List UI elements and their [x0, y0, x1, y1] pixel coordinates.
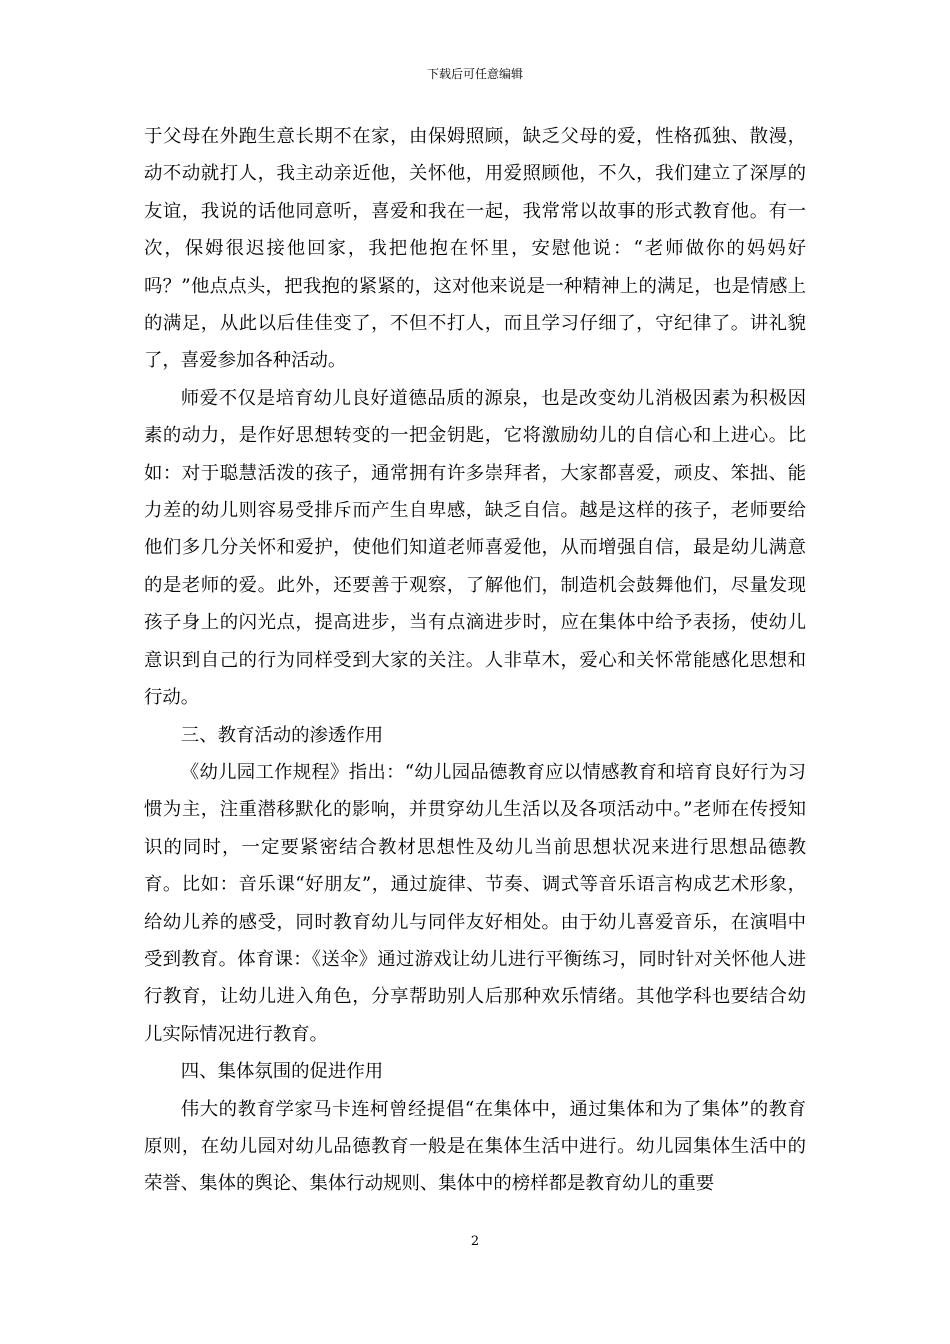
document-body: [144, 118, 806, 1203]
page-header: 下载后可任意编辑: [426, 67, 523, 81]
section-heading-3: 三、教育活动的渗透作用: [180, 724, 384, 746]
section-heading-4: 四、集体氛围的促进作用: [180, 1061, 384, 1083]
paragraph-continued: 于父母在外跑生意长期不在家，由保姆照顾，缺乏父母的爱，性格孤独、散漫，动不动就打人，我主动亲近他，关怀他，用爱照顾他，不久，我们建立了深厚的友谊，我说的话他同意听，喜爱和我在一起，我常常以故事的形式教育他。有一次，保姆很迟接他回家，我把他抱在怀里，安慰他说：“老师做你的妈妈好吗？”他点点头，把我抱的紧紧的，这对他来说是一种精神上的满足，也是情感上的满足，从此以后佳佳变了，不但不打人，而且学习仔细了，守纪律了。讲礼貌了，喜爱参加各种活动。: [144, 126, 806, 372]
paragraph-education-activities: 《幼儿园工作规程》指出：“幼儿园品德教育应以情感教育和培育良好行为习惯为主，注重潜移默化的影响，并贯穿幼儿生活以及各项活动中。”老师在传授知识的同时，一定要紧密结合教材思想性及幼儿当前思想状况来进行思想品德教育。比如：音乐课“好朋友”，通过旋律、节奏、调式等音乐语言构成艺术形象，给幼儿养的感受，同时教育幼儿与同伴友好相处。由于幼儿喜爱音乐，在演唱中受到教育。体育课：《送伞》通过游戏让幼儿进行平衡练习，同时针对关怀他人进行教育，让幼儿进入角色，分享帮助别人后那种欢乐情绪。其他学科也要结合幼儿实际情况进行教育。: [144, 761, 806, 1045]
paragraph-collective: 伟大的教育学家马卡连柯曾经提倡“在集体中，通过集体和为了集体”的教育原则，在幼儿园对幼儿品德教育一般是在集体生活中进行。幼儿园集体生活中的荣誉、集体的舆论、集体行动规则、集体中的榜样都是教育幼儿的重要: [144, 1098, 806, 1195]
paragraph-teacher-love: 师爱不仅是培育幼儿良好道德品质的源泉，也是改变幼儿消极因素为积极因素的动力，是作好思想转变的一把金钥匙，它将激励幼儿的自信心和上进心。比如：对于聪慧活泼的孩子，通常拥有许多崇拜者，大家都喜爱，顽皮、笨拙、能力差的幼儿则容易受排斥而产生自卑感，缺乏自信。越是这样的孩子，老师要给他们多几分关怀和爱护，使他们知道老师喜爱他，从而增强自信，最是幼儿满意的是老师的爱。此外，还要善于观察，了解他们，制造机会鼓舞他们，尽量发现孩子身上的闪光点，提高进步，当有点滴进步时，应在集体中给予表扬，使幼儿意识到自己的行为同样受到大家的关注。人非草木，爱心和关怀常能感化思想和行动。: [144, 387, 806, 709]
page-number: 2: [470, 1234, 480, 1249]
